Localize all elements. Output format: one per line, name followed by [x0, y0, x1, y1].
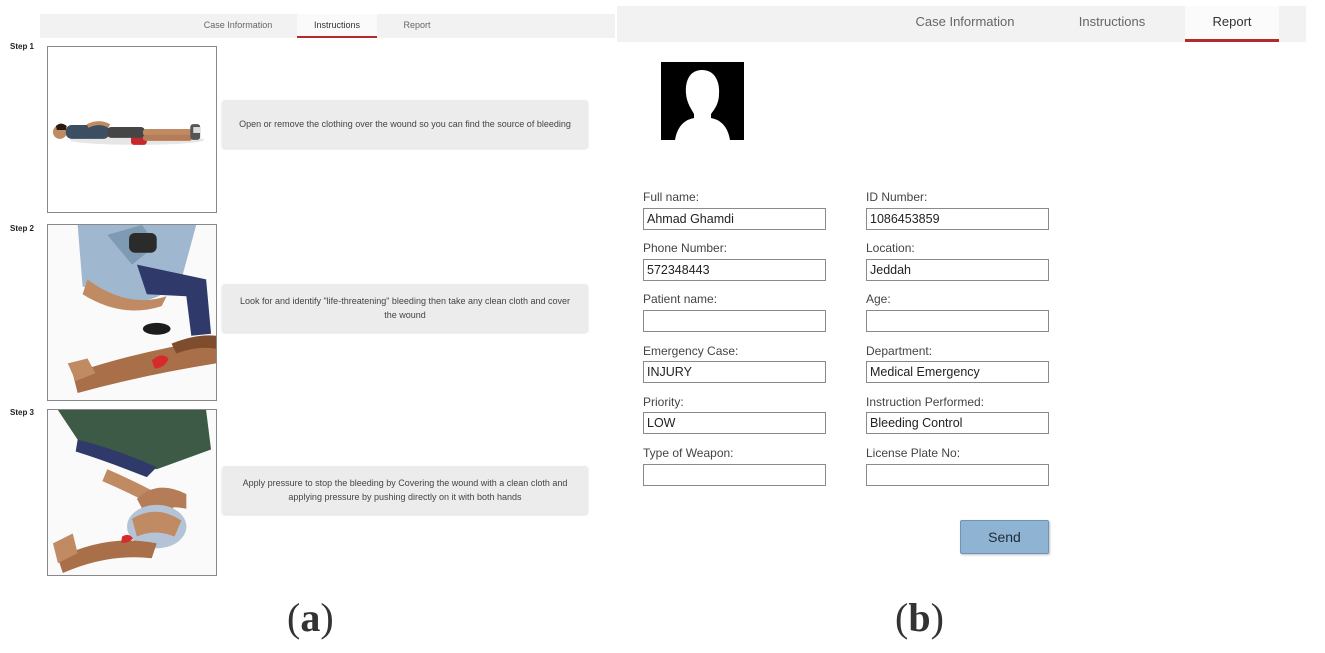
report-screen — [617, 0, 1325, 600]
patient-name-label: Patient name: — [643, 292, 718, 306]
caption-a-close: ) — [320, 595, 334, 640]
phone-number-input[interactable] — [643, 259, 826, 281]
department-label: Department: — [866, 344, 933, 358]
step-2-label: Step 2 — [10, 224, 35, 233]
tab-bar — [617, 6, 1306, 42]
step-2-instruction-card — [222, 284, 588, 332]
step-3-label: Step 3 — [10, 408, 35, 417]
type-of-weapon-label: Type of Weapon: — [643, 446, 734, 460]
license-plate-input[interactable] — [866, 464, 1049, 486]
instruction-performed-input[interactable] — [866, 412, 1049, 434]
location-input[interactable] — [866, 259, 1049, 281]
send-button[interactable]: Send — [960, 520, 1049, 554]
step-2-instruction: Look for and identify "life-threatening" bleeding then take any clean cloth and cover the wound — [239, 296, 571, 320]
caption-a — [287, 594, 334, 641]
department-input[interactable] — [866, 361, 1049, 383]
emergency-case-input[interactable] — [643, 361, 826, 383]
age-label: Age: — [866, 292, 891, 306]
person-lying-down-icon — [48, 47, 216, 212]
emergency-case-label: Emergency Case: — [643, 344, 739, 358]
caption-b — [895, 594, 944, 641]
id-number-label: ID Number: — [866, 190, 928, 204]
tab-case-information[interactable]: Case Information — [203, 20, 273, 30]
instruction-performed-label: Instruction Performed: — [866, 395, 985, 409]
step-1-instruction: Open or remove the clothing over the wound so you can find the source of bleeding — [239, 119, 571, 129]
apply-pressure-icon — [48, 410, 216, 575]
type-of-weapon-input[interactable] — [643, 464, 826, 486]
tab-bar — [40, 14, 615, 38]
caption-a-letter: a — [300, 595, 321, 640]
age-input[interactable] — [866, 310, 1049, 332]
full-name-input[interactable] — [643, 208, 826, 230]
user-silhouette-icon — [661, 62, 744, 140]
tab-report[interactable]: Report — [403, 20, 431, 30]
full-name-label: Full name: — [643, 190, 700, 204]
id-number-input[interactable] — [866, 208, 1049, 230]
identify-bleeding-illustration — [47, 224, 217, 401]
patient-name-input[interactable] — [643, 310, 826, 332]
phone-number-label: Phone Number: — [643, 241, 728, 255]
instructions-screen — [0, 0, 615, 600]
identify-bleeding-icon — [48, 225, 216, 400]
step-3-instruction-card — [222, 466, 588, 514]
caption-a-open: ( — [287, 595, 301, 640]
license-plate-label: License Plate No: — [866, 446, 961, 460]
step-1-instruction-card — [222, 100, 588, 148]
caption-b-open: ( — [895, 595, 909, 640]
step-1-label: Step 1 — [10, 42, 35, 51]
priority-label: Priority: — [643, 395, 684, 409]
person-lying-down-illustration — [47, 46, 217, 213]
tab-instructions[interactable]: Instructions — [297, 14, 377, 38]
priority-input[interactable] — [643, 412, 826, 434]
tab-case-information[interactable]: Case Information — [915, 14, 1015, 29]
caption-b-close: ) — [930, 595, 944, 640]
location-label: Location: — [866, 241, 915, 255]
tab-instructions[interactable]: Instructions — [1078, 14, 1146, 29]
caption-b-letter: b — [908, 595, 931, 640]
tab-report[interactable]: Report — [1185, 6, 1279, 42]
step-3-instruction: Apply pressure to stop the bleeding by Covering the wound with a clean cloth and applying pressure by pushing directly on it with both hands — [242, 478, 568, 502]
apply-pressure-illustration — [47, 409, 217, 576]
avatar — [661, 62, 744, 140]
